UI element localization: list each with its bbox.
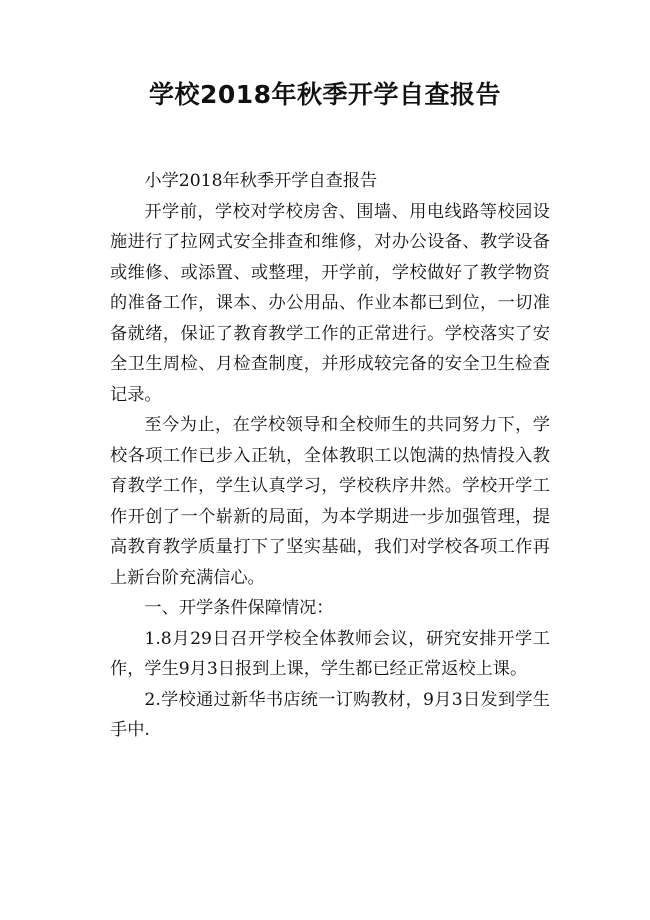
list-item-1: 1.8月29日召开学校全体教师会议，研究安排开学工作，学生9月3日报到上课，学生都已经正常返校上课。	[110, 628, 550, 679]
paragraph-progress: 至今为止，在学校领导和全校师生的共同努力下，学校各项工作已步入正轨，全体教职工以饱满的热情投入教育教学工作，学生认真学习，学校秩序井然。学校开学工作开创了一个崭新的局面，为本学期进一步加强管理，提高教育教学质量打下了坚实基础，我们对学校各项工作再上新台阶充满信心。	[110, 415, 550, 588]
document-body	[110, 166, 550, 746]
list-item-2: 2.学校通过新华书店统一订购教材，9月3日发到学生手中.	[110, 689, 550, 740]
paragraph-preparation: 开学前，学校对学校房舍、围墙、用电线路等校园设施进行了拉网式安全排查和维修，对办公设备、教学设备或维修、或添置、或整理，开学前，学校做好了教学物资的准备工作，课本、办公用品、作业本都已到位，一切准备就绪，保证了教育教学工作的正常进行。学校落实了安全卫生周检、月检查制度，并形成较完备的安全卫生检查记录。	[110, 201, 550, 405]
paragraph-subtitle: 小学2018年秋季开学自查报告	[144, 171, 378, 191]
document-title: 学校2018年秋季开学自查报告	[148, 80, 502, 109]
section-heading-conditions: 一、开学条件保障情况：	[144, 598, 334, 618]
